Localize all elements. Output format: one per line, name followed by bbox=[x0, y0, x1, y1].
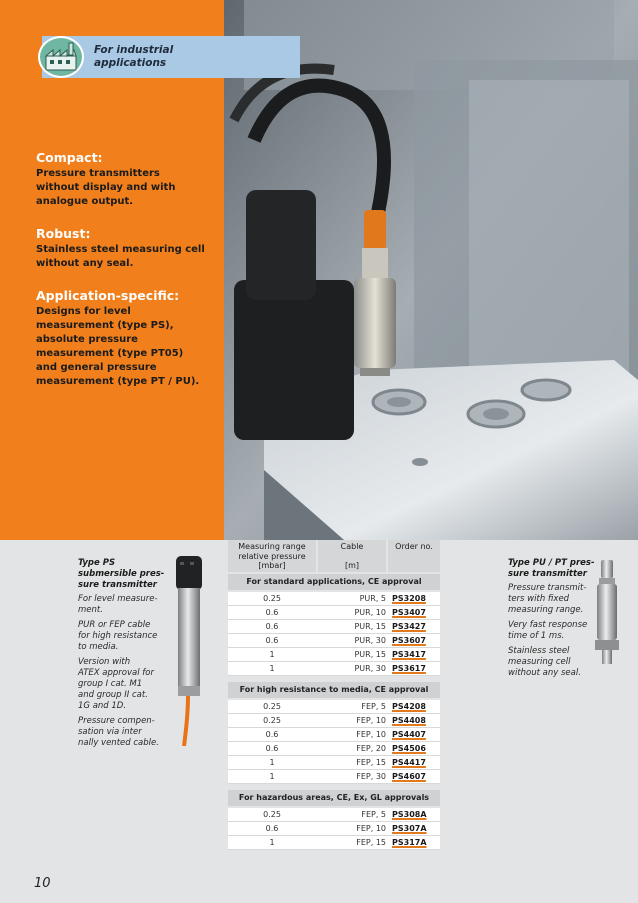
feature-body-robust: Stainless steel measuring cell without any seal. bbox=[36, 244, 205, 269]
feature-heading-application: Application-specific: bbox=[36, 288, 180, 303]
text-line: group I cat. M1 bbox=[78, 679, 143, 689]
text-line: to media. bbox=[78, 642, 119, 652]
product-ps-description bbox=[78, 558, 170, 749]
cell-cable: PUR, 15 bbox=[354, 650, 386, 659]
banner-line-2: applications bbox=[94, 57, 167, 69]
product-photo bbox=[224, 0, 638, 540]
table-row bbox=[228, 700, 440, 714]
table-row bbox=[228, 822, 440, 836]
cell-order-no: PS3407 bbox=[392, 608, 426, 617]
cell-cable: FEP, 5 bbox=[361, 702, 386, 711]
text-line: Stainless steel bbox=[508, 646, 570, 656]
header-line: Order no. bbox=[395, 542, 433, 551]
title-line: sure transmitter bbox=[508, 569, 587, 579]
text-line: For level measure- bbox=[78, 594, 158, 604]
table-row bbox=[228, 606, 440, 620]
product-ps-para bbox=[78, 716, 170, 749]
text-line: PUR or FEP cable bbox=[78, 620, 151, 630]
table-row bbox=[228, 728, 440, 742]
cell-order-no: PS4506 bbox=[392, 744, 426, 753]
cell-order-no: PS4607 bbox=[392, 772, 426, 781]
cell-order-no: PS4408 bbox=[392, 716, 426, 725]
cell-cable: PUR, 30 bbox=[354, 636, 386, 645]
table-section-header: For standard applications, CE approval bbox=[228, 574, 440, 590]
header-measuring-range bbox=[228, 540, 316, 572]
product-ps-para bbox=[78, 594, 170, 616]
product-pu-para bbox=[508, 583, 600, 616]
table-row bbox=[228, 742, 440, 756]
header-line: [mbar] bbox=[258, 561, 286, 570]
text-line: Very fast response bbox=[508, 620, 588, 630]
text-line: for high resistance bbox=[78, 631, 158, 641]
text-line: measuring range. bbox=[508, 605, 584, 615]
cell-range: 1 bbox=[269, 650, 275, 659]
cell-cable: FEP, 5 bbox=[361, 810, 386, 819]
ps-sensor-image bbox=[168, 556, 212, 746]
cell-cable: FEP, 10 bbox=[356, 824, 386, 833]
table-section-header: For high resistance to media, CE approval bbox=[228, 682, 440, 698]
cell-range: 0.25 bbox=[263, 594, 281, 603]
product-ps-title bbox=[78, 558, 170, 591]
feature-body-application: Designs for level measurement (type PS), absolute pressure measurement (type PT05) and general pressure measurement (type PT / PU). bbox=[36, 306, 200, 387]
cell-order-no: PS4208 bbox=[392, 702, 426, 711]
text-line: Version with bbox=[78, 657, 131, 667]
cell-order-no: PS3417 bbox=[392, 650, 426, 659]
table-section-header: For hazardous areas, CE, Ex, GL approvals bbox=[228, 790, 440, 806]
text-line: nally vented cable. bbox=[78, 738, 159, 748]
cell-cable: PUR, 5 bbox=[359, 594, 386, 603]
title-line: submersible pres- bbox=[78, 569, 165, 579]
text-line: sation via inter bbox=[78, 727, 142, 737]
header-line: relative pressure bbox=[238, 551, 306, 561]
cell-order-no: PS3427 bbox=[392, 622, 426, 631]
cell-range: 0.6 bbox=[265, 730, 279, 739]
table-row bbox=[228, 634, 440, 648]
cell-cable: FEP, 30 bbox=[356, 772, 386, 781]
table-row bbox=[228, 662, 440, 676]
text-line: and group II cat. bbox=[78, 690, 148, 700]
cell-order-no: PS3607 bbox=[392, 636, 426, 645]
header-line: Cable bbox=[340, 542, 364, 551]
cell-cable: FEP, 15 bbox=[356, 838, 386, 847]
product-ps-para bbox=[78, 657, 170, 712]
table-row bbox=[228, 770, 440, 784]
table-row bbox=[228, 648, 440, 662]
table-row bbox=[228, 620, 440, 634]
title-line: Type PS bbox=[78, 558, 116, 568]
cell-range: 1 bbox=[269, 758, 275, 767]
cell-range: 0.25 bbox=[263, 702, 281, 711]
text-line: ment. bbox=[78, 605, 103, 615]
cell-range: 0.25 bbox=[263, 716, 281, 725]
cell-range: 1 bbox=[269, 664, 275, 673]
text-line: 1G and 1D. bbox=[78, 701, 127, 711]
cell-order-no: PS317A bbox=[392, 838, 427, 847]
cell-cable: FEP, 15 bbox=[356, 758, 386, 767]
cell-range: 0.25 bbox=[263, 810, 281, 819]
text-line: Pressure compen- bbox=[78, 716, 155, 726]
cell-range: 0.6 bbox=[265, 622, 279, 631]
pu-sensor-image bbox=[592, 558, 622, 668]
text-line: time of 1 ms. bbox=[508, 631, 565, 641]
cell-cable: PUR, 10 bbox=[354, 608, 386, 617]
cell-order-no: PS308A bbox=[392, 810, 427, 819]
banner-line-1: For industrial bbox=[94, 44, 174, 56]
text-line: measuring cell bbox=[508, 657, 571, 667]
product-ps-para bbox=[78, 620, 170, 653]
cell-range: 0.6 bbox=[265, 824, 279, 833]
text-line: without any seal. bbox=[508, 668, 581, 678]
cell-order-no: PS4417 bbox=[392, 758, 426, 767]
product-pu-description bbox=[508, 558, 600, 679]
header-order-no bbox=[388, 540, 440, 572]
table-row bbox=[228, 836, 440, 850]
table-row bbox=[228, 756, 440, 770]
text-line: ATEX approval for bbox=[78, 668, 154, 678]
cell-cable: FEP, 20 bbox=[356, 744, 386, 753]
cell-range: 0.6 bbox=[265, 636, 279, 645]
feature-heading-robust: Robust: bbox=[36, 226, 91, 241]
page-number: 10 bbox=[34, 876, 51, 891]
cell-range: 1 bbox=[269, 838, 275, 847]
banner-text bbox=[94, 44, 294, 70]
text-line: Pressure transmit- bbox=[508, 583, 587, 593]
cell-order-no: PS307A bbox=[392, 824, 427, 833]
cell-order-no: PS3208 bbox=[392, 594, 426, 603]
cell-cable: PUR, 30 bbox=[354, 664, 386, 673]
cell-cable: FEP, 10 bbox=[356, 716, 386, 725]
cell-cable: PUR, 15 bbox=[354, 622, 386, 631]
header-cable bbox=[318, 540, 386, 572]
title-line: sure transmitter bbox=[78, 580, 157, 590]
cell-range: 0.6 bbox=[265, 608, 279, 617]
cell-range: 1 bbox=[269, 772, 275, 781]
table-row bbox=[228, 714, 440, 728]
title-line: Type PU / PT pres- bbox=[508, 558, 595, 568]
table-row bbox=[228, 808, 440, 822]
header-line: Measuring range bbox=[238, 542, 306, 551]
cell-cable: FEP, 10 bbox=[356, 730, 386, 739]
header-line: [m] bbox=[344, 560, 360, 570]
cell-order-no: PS3617 bbox=[392, 664, 426, 673]
feature-heading-compact: Compact: bbox=[36, 150, 103, 165]
feature-body-compact: Pressure transmitters without display and with analogue output. bbox=[36, 168, 176, 207]
text-line: ters with fixed bbox=[508, 594, 570, 604]
factory-icon bbox=[38, 36, 84, 78]
product-pu-para bbox=[508, 646, 600, 679]
product-pu-para bbox=[508, 620, 600, 642]
cell-order-no: PS4407 bbox=[392, 730, 426, 739]
product-pu-title bbox=[508, 558, 600, 580]
table-row bbox=[228, 592, 440, 606]
cell-range: 0.6 bbox=[265, 744, 279, 753]
